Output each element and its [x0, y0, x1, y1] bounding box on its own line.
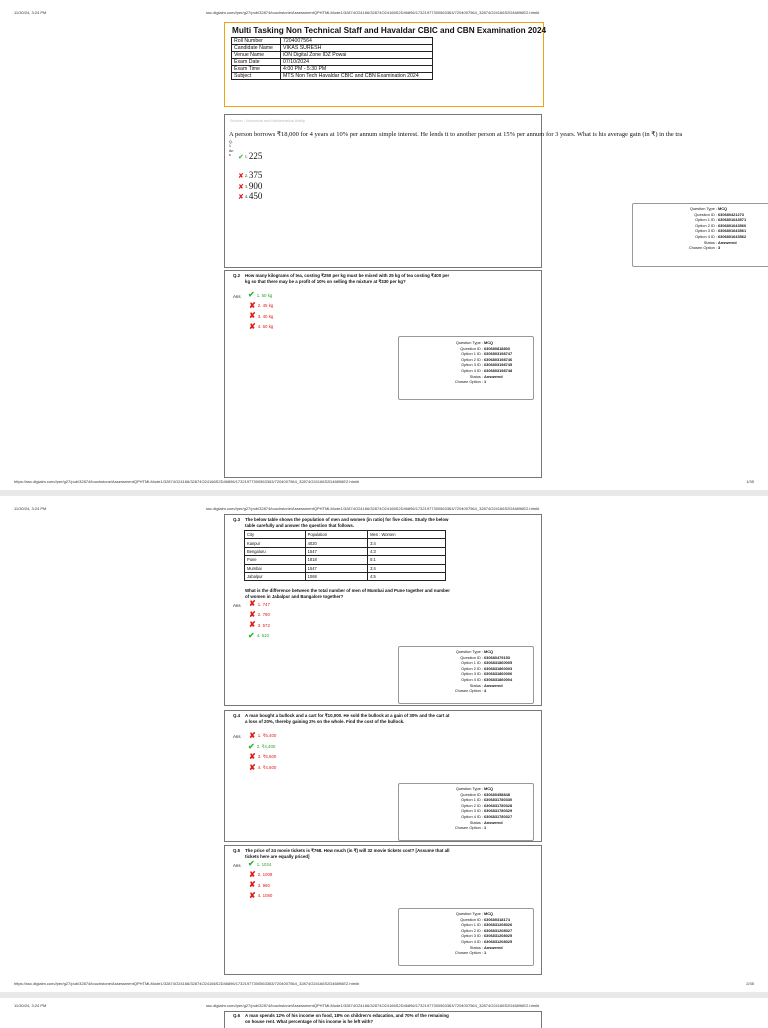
option-text: 3. 40 kg [257, 313, 274, 319]
option-1 [248, 291, 272, 299]
option-1 [249, 732, 276, 740]
option-text: 4. 60 kg [257, 324, 274, 329]
question-1-number: Q.1 Ans [229, 140, 234, 158]
candidate-field-value: MTS Non Tech Havaldar CBIC and CBN Examination 2024 [281, 73, 433, 80]
detail-value: 6306831780330 [484, 797, 513, 803]
question-3-details [398, 646, 534, 704]
option-text: 2. 780 [257, 612, 270, 617]
candidate-field-value: 07/10/2024 [281, 59, 433, 66]
table-cell: Mumbai [245, 564, 306, 572]
detail-label: Option 3 ID : [461, 808, 483, 814]
detail-value: 4 [484, 688, 487, 694]
detail-value: 6306801643571 [718, 217, 747, 223]
detail-label: Status : [469, 944, 483, 950]
detail-label: Option 2 ID : [695, 222, 717, 228]
cross-icon: ✘ [249, 599, 256, 608]
detail-row [399, 688, 533, 694]
print-header-url: ssc.digialm.com//per/g27/pub/32874/touchstone/AssessmentQPHTMLMode1/32874O24166/32874O24166S2D46896/17321977300563363/7204007564_32874O24166S2D46896E2.html# [206, 1003, 540, 1008]
candidate-table [231, 37, 433, 80]
detail-label: Option 3 ID : [461, 362, 483, 368]
candidate-field-value: VIKAS SURESH [281, 45, 433, 52]
detail-value: 6306831208025 [484, 933, 513, 939]
option-text: 1. ₹5,400 [257, 733, 277, 738]
check-icon: ✔ [248, 630, 255, 640]
question-2-text: How many kilograms of tea, costing ₹250 per kg must be mixed with 25 kg of tea costing ₹400 per kg so that there may be a profit of 10% on selling the mixture at ₹330 per kg? [245, 273, 450, 284]
option-number: 2. [244, 173, 248, 179]
check-icon: ✔ [238, 153, 244, 161]
detail-label: Question Type : [689, 206, 717, 211]
table-cell: 1818 [305, 556, 367, 564]
cross-icon: ✘ [249, 890, 256, 900]
detail-value: 6306831208026 [484, 922, 513, 928]
detail-value: 630680421273 [718, 211, 744, 217]
option-text: 4. ₹4,600 [257, 764, 277, 770]
detail-label: Question Type : [455, 911, 483, 916]
detail-value: 630680479153 [484, 654, 510, 660]
detail-value: MCQ [484, 649, 494, 654]
print-datetime: 11/30/24, 3:24 PM [14, 1003, 47, 1008]
question-6-number: Q.6 [233, 1013, 241, 1018]
detail-value: 6306831860005 [484, 660, 513, 666]
cross-icon: ✘ [249, 620, 256, 629]
option-text: 1. 747 [257, 601, 270, 607]
table-cell: 3:4 [368, 539, 446, 547]
cross-icon: ✘ [249, 869, 256, 879]
detail-label: Status : [469, 373, 483, 379]
option-2 [249, 611, 270, 619]
question-3-intro: The below table shows the population of men and women (in ratio) for five cities. Study the below table carefully and answer the question that follows. [245, 517, 449, 528]
option-4 [249, 323, 273, 331]
answer-label: Ans [233, 734, 241, 739]
question-5-text: The price of 24 movie tickets is ₹768. How much (in ₹) will 32 movie tickets cost? [Assume that all tickets here are equally priced] [245, 848, 450, 859]
detail-label: Chosen Option : [454, 688, 483, 694]
check-icon: ✔ [248, 741, 255, 751]
candidate-row [232, 38, 433, 45]
detail-value: 1 [484, 950, 487, 956]
option-text: 4. 510 [256, 633, 269, 638]
table-cell: Kanpur [245, 539, 306, 547]
option-3 [249, 753, 276, 761]
option-text: 900 [248, 181, 263, 191]
detail-label: Question ID : [460, 654, 483, 660]
detail-row [399, 825, 533, 831]
candidate-row [232, 66, 433, 73]
cross-icon: ✘ [249, 731, 256, 740]
cross-icon: ✘ [238, 193, 244, 201]
detail-value: 6306801643562 [718, 233, 747, 239]
cross-icon: ✘ [249, 321, 256, 331]
print-header-url: ssc.digialm.com//per/g27/pub/32874/touchstone/AssessmentQPHTMLMode1/32874O24166/32874O24166S2D46896/17321977300563363/7204007564_32874O24166S2D46896E2.html# [206, 10, 540, 15]
candidate-info-box [224, 22, 547, 107]
detail-value: MCQ [484, 340, 494, 345]
candidate-row [232, 45, 433, 52]
detail-value: 6306831208025 [484, 938, 513, 944]
question-3-number: Q.3 [233, 517, 241, 522]
detail-value: 6306801643561 [718, 228, 747, 234]
detail-label: Option 2 ID : [461, 665, 483, 671]
detail-value: 630680318174 [484, 916, 510, 922]
option-2 [249, 302, 273, 310]
option-4 [238, 191, 262, 201]
detail-value: 6306803198746 [484, 356, 513, 362]
table-cell: 1547 [305, 547, 367, 555]
question-3-text: What is the difference between the total number of men of Mumbai and Pune together and number of women in Jabalpur and Bangalore together? [245, 588, 450, 599]
cross-icon: ✘ [249, 880, 256, 889]
detail-value: Answered [484, 373, 503, 379]
detail-value: 630680818803 [484, 345, 510, 351]
question-4-number: Q.4 [233, 713, 241, 718]
option-number: 1. [244, 154, 248, 160]
detail-value: Answered [484, 682, 503, 688]
detail-label: Status : [703, 239, 717, 245]
candidate-row [232, 52, 433, 59]
detail-value: 1 [484, 825, 487, 831]
table-cell: 1068 [305, 572, 367, 580]
option-3 [238, 181, 262, 191]
detail-value: Answered [484, 819, 503, 825]
cross-icon: ✘ [238, 172, 244, 180]
option-2 [249, 871, 272, 879]
detail-label: Option 2 ID : [461, 802, 483, 808]
table-cell: 3:4 [368, 564, 446, 572]
table-cell: 1547 [305, 564, 367, 572]
detail-row [399, 379, 533, 385]
detail-value: MCQ [484, 786, 494, 791]
detail-label: Question Type : [455, 340, 483, 345]
cross-icon: ✘ [249, 311, 256, 320]
table-cell: Pune [245, 556, 306, 564]
table-cell: 4:5 [368, 572, 446, 580]
detail-label: Status : [469, 819, 483, 825]
option-text: 225 [248, 151, 263, 161]
candidate-field-label: Subject [232, 73, 281, 80]
candidate-field-label: Candidate Name [232, 45, 281, 52]
table-cell: Jabalpur [245, 572, 306, 580]
table-cell: Bengaluru [245, 547, 306, 555]
detail-value: 630680458848 [484, 791, 510, 797]
question-2-number: Q.2 [233, 273, 241, 278]
detail-value: 6306831780329 [484, 808, 513, 814]
table-row [245, 539, 446, 547]
answer-label: Ans [233, 603, 241, 608]
detail-label: Option 1 ID : [461, 660, 483, 666]
exam-title: Multi Tasking Non Technical Staff and Havaldar CBIC and CBN Examination 2024 [232, 26, 547, 35]
detail-value: 3 [718, 245, 721, 251]
option-1 [238, 151, 262, 161]
candidate-field-label: Roll Number [232, 38, 281, 45]
option-number: 3. [244, 184, 248, 190]
option-2 [248, 743, 275, 751]
section-label: Section : Numerical and Mathematical Ability [230, 119, 305, 123]
detail-label: Option 1 ID : [695, 217, 717, 223]
option-text: 2. 45 kg [257, 303, 274, 308]
detail-value: 6306803198747 [484, 351, 513, 357]
detail-value: 1 [484, 379, 487, 385]
option-text: 1. 1024 [256, 861, 272, 867]
detail-label: Option 1 ID : [461, 922, 483, 928]
candidate-field-value: iON Digital Zone IDZ Powai [281, 52, 433, 59]
option-text: 3. 572 [257, 622, 270, 628]
print-header-url: ssc.digialm.com//per/g27/pub/32874/touchstone/AssessmentQPHTMLMode1/32874O24166/32874O24166S2D46896/17321977300563363/7204007564_32874O24166S2D46896E2.html# [206, 506, 540, 511]
detail-label: Option 3 ID : [695, 228, 717, 234]
detail-label: Chosen Option : [454, 825, 483, 831]
detail-value: 6306803198748 [484, 367, 513, 373]
question-4-details [398, 783, 534, 841]
detail-label: Option 1 ID : [461, 351, 483, 357]
print-datetime: 11/30/24, 3:24 PM [14, 10, 47, 15]
option-text: 1. 50 kg [256, 292, 273, 298]
detail-label: Option 3 ID : [461, 933, 483, 939]
cross-icon: ✘ [249, 300, 256, 310]
population-table [244, 530, 446, 581]
detail-label: Question ID : [694, 211, 717, 217]
detail-label: Question Type : [455, 649, 483, 654]
print-datetime: 11/30/24, 3:24 PM [14, 506, 47, 511]
option-3 [249, 881, 270, 889]
question-5-number: Q.5 [233, 848, 241, 853]
answer-label: Ans [233, 294, 241, 299]
table-header-cell: Men : Women [368, 531, 446, 539]
table-row [245, 556, 446, 564]
print-page-number: 1/35 [746, 479, 754, 484]
option-text: 375 [248, 170, 263, 180]
detail-label: Question ID : [460, 345, 483, 351]
candidate-row [232, 59, 433, 66]
option-4 [248, 632, 269, 640]
detail-value: 6306803198745 [484, 362, 513, 368]
detail-label: Question ID : [460, 916, 483, 922]
candidate-field-value: 4:00 PM - 5:30 PM [281, 66, 433, 73]
detail-label: Option 4 ID : [695, 233, 717, 239]
candidate-field-label: Exam Date [232, 59, 281, 66]
table-cell: 5:1 [368, 556, 446, 564]
detail-row [399, 950, 533, 956]
option-text: 2. ₹4,400 [256, 743, 276, 749]
cross-icon: ✘ [249, 609, 256, 619]
detail-value: Answered [718, 239, 737, 245]
option-3 [249, 621, 270, 629]
option-text: 2. 1008 [257, 872, 273, 877]
question-1-details [632, 203, 768, 267]
question-5-details [398, 908, 534, 966]
detail-label: Option 4 ID : [461, 938, 483, 944]
option-number: 4. [244, 194, 248, 200]
option-4 [249, 892, 272, 900]
table-cell: 4020 [305, 539, 367, 547]
candidate-field-value: 7204007564 [281, 38, 433, 45]
detail-value: 6306831860006 [484, 671, 513, 677]
question-6-text: A man spends 12% of his income on food, 18% on children's education, and 70% of the remaining on house rent. What percentage of his income is he left with? [245, 1013, 449, 1024]
table-header-cell: Population [305, 531, 367, 539]
question-4-text: A man bought a bullock and a cart for ₹10,000. He sold the bullock at a gain of 30% and the cart at a loss of 20%, thereby gaining 2% on the whole. Find the cost of the bullock. [245, 713, 450, 724]
detail-label: Chosen Option : [454, 379, 483, 385]
check-icon: ✔ [248, 859, 255, 868]
option-text: 3. 960 [257, 882, 270, 888]
option-1 [248, 860, 271, 868]
detail-label: Question ID : [460, 791, 483, 797]
detail-label: Option 2 ID : [461, 356, 483, 362]
print-footer-url: https://ssc.digialm.com//per/g27/pub/32874/touchstone/AssessmentQPHTMLMode1/32874O24166/32874O24166S2D46896/17321977300563363/7204007564_32874O24166S2D46896E2.html# [14, 981, 360, 986]
table-cell: 4:3 [368, 547, 446, 555]
cross-icon: ✘ [249, 752, 256, 761]
table-row [245, 564, 446, 572]
print-footer-url: https://ssc.digialm.com//per/g27/pub/32874/touchstone/AssessmentQPHTMLMode1/32874O24166/32874O24166S2D46896/17321977300563363/7204007564_32874O24166S2D46896E2.html# [14, 479, 360, 484]
detail-value: 6306831860003 [484, 665, 513, 671]
detail-label: Question Type : [455, 786, 483, 791]
detail-label: Option 4 ID : [461, 813, 483, 819]
detail-row [633, 245, 768, 251]
detail-value: 6306801643560 [718, 222, 747, 228]
option-1 [249, 600, 270, 608]
detail-label: Option 4 ID : [461, 367, 483, 373]
option-4 [249, 764, 276, 772]
question-2-details [398, 336, 534, 400]
option-text: 3. ₹5,600 [257, 754, 277, 759]
detail-label: Option 3 ID : [461, 671, 483, 677]
detail-value: 6306831208027 [484, 927, 513, 933]
detail-value: MCQ [718, 206, 728, 211]
detail-value: MCQ [484, 911, 494, 916]
table-row [245, 547, 446, 555]
option-text: 4. 1080 [257, 893, 273, 898]
candidate-field-label: Exam Time [232, 66, 281, 73]
detail-label: Status : [469, 682, 483, 688]
table-header-cell: City [245, 531, 306, 539]
cross-icon: ✘ [238, 183, 244, 191]
detail-value: 6306831860004 [484, 676, 513, 682]
candidate-field-label: Venue Name [232, 52, 281, 59]
detail-label: Option 2 ID : [461, 927, 483, 933]
check-icon: ✔ [248, 290, 255, 299]
detail-value: 6306831780328 [484, 802, 513, 808]
cross-icon: ✘ [249, 762, 256, 772]
print-page-number: 2/35 [746, 981, 754, 986]
table-row [245, 572, 446, 580]
question-1-text: A person borrows ₹18,000 for 4 years at 10% per annum simple interest. He lends it to another person at 15% per annum for 3 years. What is his average gain (in ₹) in the tra [229, 131, 683, 138]
detail-label: Chosen Option : [688, 245, 717, 251]
detail-value: 6306831780327 [484, 813, 513, 819]
print-page-1 [0, 0, 768, 490]
option-text: 450 [248, 191, 263, 201]
option-3 [249, 312, 273, 320]
detail-label: Chosen Option : [454, 950, 483, 956]
option-2 [238, 170, 262, 180]
detail-value: Answered [484, 944, 503, 950]
candidate-row [232, 73, 433, 80]
answer-label: Ans [233, 863, 241, 868]
detail-label: Option 1 ID : [461, 797, 483, 803]
detail-label: Option 4 ID : [461, 676, 483, 682]
